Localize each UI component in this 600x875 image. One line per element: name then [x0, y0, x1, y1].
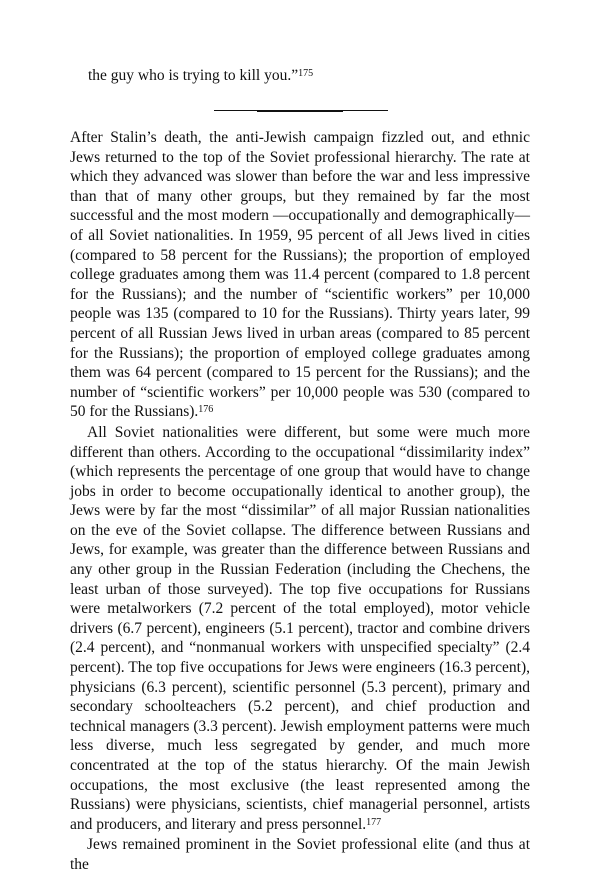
- quote-ending-line: [88, 66, 313, 86]
- body-text: [70, 128, 530, 875]
- section-divider: [214, 110, 388, 112]
- paragraph-1-text: After Stalin’s death, the anti-Jewish campaign fizzled out, and ethnic Jews returned to the top of the Soviet professional hierarchy. The rate at which they advanced was slower than before the war and less impressive than that of many other groups, but they remained by far the most successful and the most modern —occupationally and demographically—of all Soviet nationalities. In 1959, 95 percent of all Jews lived in cities (compared to 58 percent for the Russians); the proportion of employed college graduates among them was 11.4 percent (compared to 1.8 percent for the Russians); and the number of “scientific workers” per 10,000 people was 135 (compared to 10 for the Russians). Thirty years later, 99 percent of all Russian Jews lived in urban areas (compared to 85 percent for the Russians); the proportion of employed college graduates among them was 64 percent (compared to 15 percent for the Russians); and the number of “scientific workers” per 10,000 people was 530 (compared to 50 for the Russians).: [70, 129, 530, 421]
- divider-thick-rule: [257, 110, 343, 112]
- quote-ending-text: the guy who is trying to kill you.”: [88, 67, 299, 84]
- paragraph-2-text: All Soviet nationalities were different, but some were much more different than others. According to the occupational “dissimilarity index” (which represents the percentage of one group that would have to change jobs in order to become occupationally identical to another group), the Jews were by far the most “dissimilar” of all major Russian nationalities on the eve of the Soviet collapse. The difference between Russians and Jews, for example, was greater than the difference between Russians and any other group in the Russian Federation (including the Chechens, the least urban of those surveyed). The top five occupations for Russians were metalworkers (7.2 percent of the total employed), motor vehicle drivers (6.7 percent), engineers (5.1 percent), tractor and combine drivers (2.4 percent), and “nonmanual workers with unspecified specialty” (2.4 percent). The top five occupations for Jews were engineers (16.3 percent), physicians (6.3 percent), scientific personnel (5.3 percent), primary and secondary schoolteachers (5.2 percent), and chief production and technical managers (3.3 percent). Jewish employment patterns were much less diverse, much less segregated by gender, and much more concentrated at the top of the status hierarchy. Of the main Jewish occupations, the most exclusive (the least represented among the Russians) were physicians, scientists, chief managerial personnel, artists and producers, and literary and press personnel.: [70, 423, 530, 833]
- paragraph-2: [70, 423, 530, 834]
- footnote-ref-177[interactable]: 177: [366, 816, 382, 828]
- footnote-ref-176[interactable]: 176: [198, 404, 214, 416]
- paragraph-3: [70, 835, 530, 874]
- paragraph-3-text: Jews remained prominent in the Soviet professional elite (and thus at the: [70, 836, 530, 873]
- footnote-ref-175[interactable]: 175: [298, 68, 314, 79]
- paragraph-1: [70, 128, 530, 422]
